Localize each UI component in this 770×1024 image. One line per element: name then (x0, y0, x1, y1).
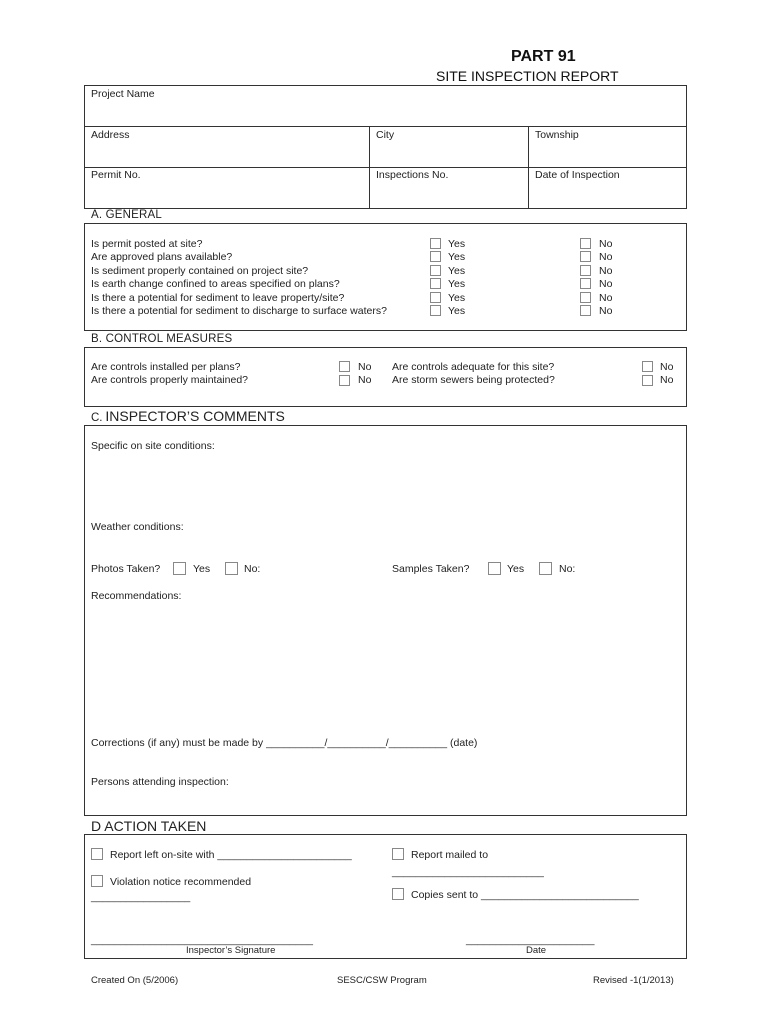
control-no-labels (660, 361, 673, 388)
project-info-table (84, 85, 687, 209)
general-yes-checkbox[interactable] (430, 278, 441, 289)
yes-label: Yes (448, 305, 466, 318)
yes-label: Yes (448, 264, 466, 277)
control-right-questions (392, 361, 555, 388)
yes-label: Yes (448, 278, 466, 291)
section-title: INSPECTOR’S COMMENTS (105, 408, 285, 424)
general-yes-checkbox[interactable] (430, 251, 441, 262)
general-no-checkbox[interactable] (580, 251, 591, 262)
section-letter: C. (91, 412, 103, 424)
signature-date-line[interactable]: ______________________ (466, 934, 595, 946)
general-yes-labels (448, 238, 465, 318)
violation-notice-label: Violation notice recommended (110, 876, 252, 888)
control-question: Are storm sewers being protected? (392, 374, 555, 387)
general-question: Is sediment properly contained on project site? (91, 264, 309, 277)
report-mailed-label: Report mailed to (411, 849, 489, 861)
violation-notice-line[interactable]: _________________ (91, 891, 191, 903)
weather-conditions-label: Weather conditions: (91, 521, 184, 533)
general-yes-checkbox[interactable] (430, 305, 441, 316)
section-action-heading: D ACTION TAKEN (91, 818, 207, 834)
control-left-questions (91, 361, 248, 388)
section-comments-box (84, 425, 687, 816)
general-question: Are approved plans available? (91, 251, 233, 264)
samples-taken-label: Samples Taken? (392, 563, 470, 575)
no-label: No (599, 264, 613, 277)
report-left-field[interactable]: Report left on-site with _______________________ (110, 849, 352, 861)
no-label: No (599, 278, 613, 291)
general-question: Is earth change confined to areas specified on plans? (91, 278, 340, 291)
no-label: No (660, 361, 674, 373)
control-question: Are controls installed per plans? (91, 361, 241, 373)
photos-no-checkbox[interactable] (225, 562, 238, 575)
report-left-checkbox[interactable] (91, 848, 103, 860)
samples-no-label: No: (559, 563, 576, 575)
recommendations-label: Recommendations: (91, 590, 182, 602)
site-conditions-label: Specific on site conditions: (91, 440, 215, 452)
inspector-signature-line[interactable]: ______________________________________ (91, 934, 313, 946)
general-no-checkbox[interactable] (580, 265, 591, 276)
no-label: No (599, 305, 613, 318)
general-no-checkbox[interactable] (580, 292, 591, 303)
divider (84, 167, 687, 168)
photos-yes-checkbox[interactable] (173, 562, 186, 575)
divider (528, 126, 529, 208)
inspections-number-field[interactable]: Inspections No. (376, 169, 449, 181)
control-no-checkbox[interactable] (339, 361, 350, 372)
copies-sent-field[interactable]: Copies sent to ___________________________ (411, 889, 639, 901)
photos-no-label: No: (244, 563, 261, 575)
copies-sent-checkbox[interactable] (392, 888, 404, 900)
control-question: Are controls properly maintained? (91, 374, 248, 387)
yes-label: Yes (448, 291, 466, 304)
document-subtitle: SITE INSPECTION REPORT (436, 68, 619, 84)
persons-attending-label: Persons attending inspection: (91, 776, 229, 788)
general-question: Is permit posted at site? (91, 238, 203, 250)
control-no-checkbox[interactable] (642, 375, 653, 386)
yes-label: Yes (448, 238, 466, 250)
samples-no-checkbox[interactable] (539, 562, 552, 575)
general-yes-checkbox[interactable] (430, 292, 441, 303)
no-label: No (358, 374, 372, 387)
general-question: Is there a potential for sediment to discharge to surface waters? (91, 305, 387, 318)
report-mailed-checkbox[interactable] (392, 848, 404, 860)
section-control-heading: B. CONTROL MEASURES (91, 333, 233, 345)
section-general-heading: A. GENERAL (91, 209, 163, 221)
control-question: Are controls adequate for this site? (392, 361, 555, 373)
no-label: No (599, 291, 613, 304)
permit-number-field[interactable]: Permit No. (91, 169, 141, 181)
no-label: No (660, 374, 674, 387)
signature-date-label: Date (526, 945, 547, 956)
footer-created: Created On (5/2006) (91, 975, 179, 986)
project-name-field[interactable]: Project Name (91, 88, 155, 100)
control-no-checkbox[interactable] (339, 375, 350, 386)
yes-label: Yes (448, 251, 466, 264)
general-questions (91, 238, 387, 318)
photos-taken-label: Photos Taken? (91, 563, 161, 575)
no-label: No (599, 238, 613, 250)
no-label: No (358, 361, 372, 373)
inspection-date-field[interactable]: Date of Inspection (535, 169, 620, 181)
inspector-signature-label: Inspector’s Signature (186, 945, 276, 956)
general-yes-checkbox[interactable] (430, 238, 441, 249)
divider (84, 126, 687, 127)
general-no-checkbox[interactable] (580, 238, 591, 249)
photos-yes-label: Yes (193, 563, 211, 575)
violation-notice-checkbox[interactable] (91, 875, 103, 887)
general-no-checkbox[interactable] (580, 305, 591, 316)
samples-yes-checkbox[interactable] (488, 562, 501, 575)
section-comments-heading (91, 408, 285, 424)
divider (369, 126, 370, 208)
general-no-labels (599, 238, 612, 318)
township-field[interactable]: Township (535, 129, 579, 141)
city-field[interactable]: City (376, 129, 395, 141)
no-label: No (599, 251, 613, 264)
corrections-deadline-field[interactable]: Corrections (if any) must be made by __________/__________/__________ (date) (91, 737, 478, 749)
footer-program: SESC/CSW Program (337, 975, 427, 986)
document-title: PART 91 (511, 48, 576, 65)
report-mailed-line[interactable]: __________________________ (392, 866, 544, 878)
general-no-checkbox[interactable] (580, 278, 591, 289)
general-question: Is there a potential for sediment to leave property/site? (91, 291, 345, 304)
footer-revised: Revised -1(1/2013) (593, 975, 674, 986)
samples-yes-label: Yes (507, 563, 525, 575)
control-no-labels (358, 361, 371, 388)
address-field[interactable]: Address (91, 129, 130, 141)
control-no-checkbox[interactable] (642, 361, 653, 372)
general-yes-checkbox[interactable] (430, 265, 441, 276)
